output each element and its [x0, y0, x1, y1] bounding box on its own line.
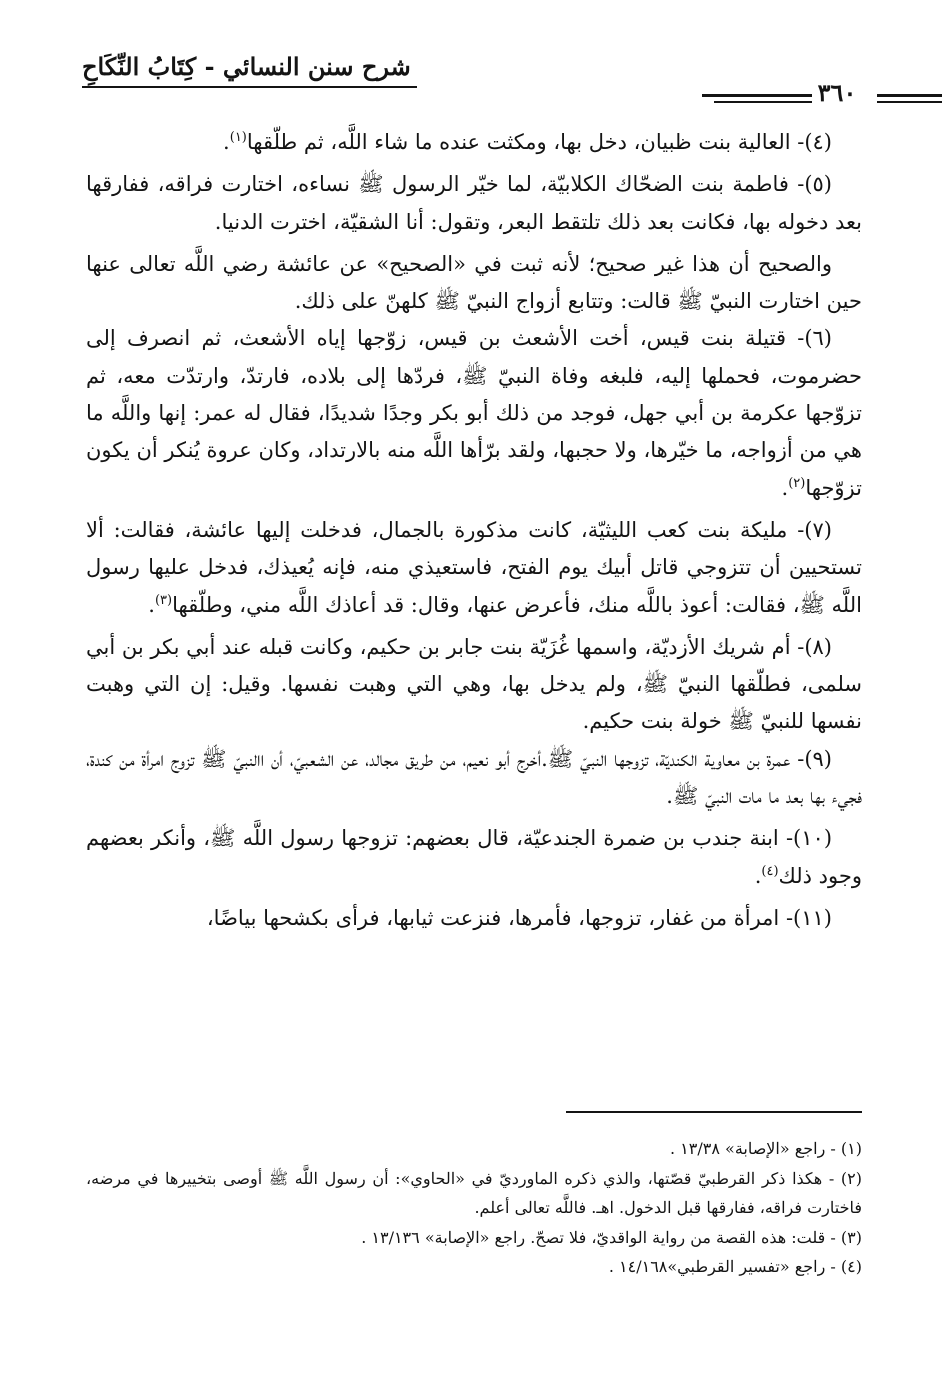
- footnote-ref[interactable]: (٢): [788, 475, 806, 491]
- paragraph-4: (٤)- العالية بنت ظبيان، دخل بها، ومكثت عنده ما شاء اللَّه، ثم طلّقها$^{(١)}$.: [223, 130, 832, 154]
- footnote-separator: [566, 1111, 862, 1113]
- page-title: شرح سنن النسائي - كِتَابُ النِّكَاحِ: [82, 52, 411, 81]
- paragraph-8: (٨)- أم شريك الأزديّة، واسمها غُزَيّة بنت جابر بن حكيم، وكانت قبله عند أبي بكر بن أبي سلمى، فطلّقها النبيّ ﷺ، ولم يدخل بها، وهي التي وهبت نفسها. وقيل: إن التي وهبت نفسها للنبيّ ﷺ خولة بنت حكيم.: [86, 634, 862, 734]
- paragraph-9: (٩)- عمرة بن معاوية الكنديّة، تزوجها النبيّ ﷺ.أخرج أبو نعيم، من طريق مجالد، عن الشعبيّ، أن االنبيّ ﷺ تزوج امرأة من كندة، فجيء بها بعد ما مات النبيّ ﷺ.: [86, 746, 862, 809]
- main-text: [86, 124, 862, 937]
- footnotes: [86, 1134, 862, 1282]
- footnote-ref[interactable]: (٣): [154, 592, 173, 608]
- page-header: [82, 52, 864, 112]
- paragraph-11: (١١)- امرأة من غفار، تزوجها، فأمرها، فنزعت ثيابها، فرأى بكشحها بياضًا،: [206, 905, 832, 930]
- footnote-ref[interactable]: (٤): [761, 863, 779, 879]
- paragraph-5: (٥)- فاطمة بنت الضحّاك الكلابيّة، لما خيّر الرسول ﷺ نساءه، اختارت فراقه، ففارقها بعد دخوله بها، فكانت بعد ذلك تلتقط البعر، وتقول: أنا الشقيّة، اخترت الدنيا.: [86, 172, 862, 234]
- title-underline: [82, 86, 417, 88]
- paragraph-7: (٧)- مليكة بنت كعب الليثيّة، كانت مذكورة بالجمال، فدخلت إليها عائشة، فقالت: ألا تستحيين أن تتزوجي قاتل أبيك يوم الفتح، فاستعيذي منه، فإنه يُعيذك، فدخل عليها رسول اللَّه ﷺ، فقالت: أعوذ باللَّه منك، فأعرض عنها، وقال: قد أعاذك اللَّه مني، وطلّقها$^{(٣)}$.: [86, 517, 862, 617]
- paragraph-10: (١٠)- ابنة جندب بن ضمرة الجندعيّة، قال بعضهم: تزوجها رسول اللَّه ﷺ، وأنكر بعضهم وجود ذلك$^{(٤)}$.: [86, 826, 862, 888]
- footnote-3: (٣) - قلت: هذه القصة من رواية الواقديّ، فلا تصحّ. راجع «الإصابة» ١٣/١٣٦ .: [361, 1227, 862, 1247]
- footnote-2: (٢) - هكذا ذكر القرطبيّ قصّتها، والذي ذكره الماورديّ في «الحاوي»: أن رسول اللَّه ﷺ أوصى بتخييرها في مرضه، فاختارت فراقه، ففارقها قبل الدخول. اهـ. فاللَّه تعالى أعلم.: [86, 1168, 862, 1217]
- footnote-1: (١) - راجع «الإصابة» ١٣/٣٨ .: [670, 1139, 862, 1158]
- header-rule: [877, 101, 942, 103]
- header-rule: [702, 94, 812, 97]
- paragraph-6: (٦)- قتيلة بنت قيس، أخت الأشعث بن قيس، زوّجها إياه الأشعث، ثم انصرف إلى حضرموت، فحملها إليه، فلبغه وفاة النبيّ ﷺ، فردّها إلى بلاده، فارتدّ، وارتدّت معه، ثم تزوّجها عكرمة بن أبي جهل، فوجد من ذلك أبو بكر وجدًا شديدًا، فقال له عمر: إنها واللَّه ما هي من أزواجه، ما خيّرها، ولا حجبها، ولقد برّأها اللَّه منه بالارتداد، وكان عروة يُنكر أن يكون تزوّجها$^{(٢)}$.: [86, 326, 862, 500]
- paragraph-correction: والصحيح أن هذا غير صحيح؛ لأنه ثبت في «الصحيح» عن عائشة رضي اللَّه تعالى عنها حين اختارت النبيّ ﷺ قالت: وتتابع أزواج النبيّ ﷺ كلهنّ على ذلك.: [86, 251, 862, 314]
- page-number: ٣٦٠: [817, 78, 857, 107]
- header-rule: [877, 94, 942, 97]
- footnote-ref[interactable]: (١): [229, 130, 247, 145]
- footnote-4: (٤) - راجع «تفسير القرطبي»١٤/١٦٨ .: [608, 1257, 862, 1276]
